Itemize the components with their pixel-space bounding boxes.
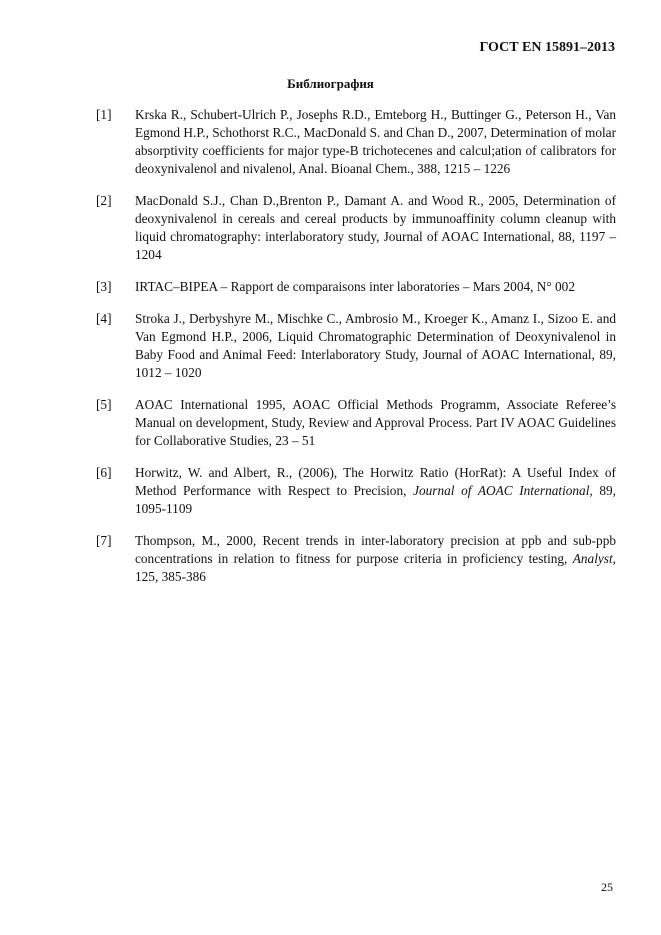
page-number: 25	[601, 880, 613, 894]
reference-number: [7]	[96, 533, 112, 548]
reference-item	[96, 278, 616, 296]
reference-text	[135, 106, 616, 178]
reference-text	[135, 310, 616, 382]
reference-text-part: IRTAC–BIPEA – Rapport de comparaisons inter laboratories – Mars 2004, N° 002	[135, 279, 575, 294]
reference-text	[135, 396, 616, 450]
reference-text	[135, 532, 616, 586]
reference-text-part: Horwitz, W. and Albert, R., (2006), The Horwitz Ratio (HorRat): A Useful Index of Method Performance with Respect to Precision,	[135, 465, 616, 498]
section-title: Библиография	[287, 76, 374, 91]
reference-item	[96, 464, 616, 518]
reference-item	[96, 106, 616, 178]
document-code: ГОСТ EN 15891–2013	[479, 40, 615, 55]
reference-number: [1]	[96, 107, 112, 122]
reference-text-part: Stroka J., Derbyshyre M., Mischke C., Ambrosio M., Kroeger K., Amanz I., Sizoo E. and Van Egmond H.P., 2006, Liquid Chromatographic Determination of Deoxynivalenol in Baby Food and Animal Feed: Interlaboratory Study, Journal of AOAC International, 89, 1012 – 1020	[135, 311, 616, 380]
reference-text-part: Thompson, M., 2000, Recent trends in inter-laboratory precision at ppb and sub-ppb concentrations in relation to fitness for purpose criteria in proficiency testing,	[135, 533, 616, 566]
reference-text-part: , 125, 385-386	[135, 551, 616, 584]
reference-text-part: AOAC International 1995, AOAC Official Methods Programm, Associate Referee’s Manual on development, Study, Review and Approval Process. Part IV AOAC Guidelines for Collaborative Studies, 23 – 51	[135, 397, 616, 448]
reference-item	[96, 532, 616, 586]
reference-number: [4]	[96, 311, 112, 326]
reference-text	[135, 192, 616, 264]
reference-item	[96, 310, 616, 382]
reference-number: [6]	[96, 465, 112, 480]
journal-title: Journal of AOAC International	[413, 483, 590, 498]
reference-text-part: MacDonald S.J., Chan D.,Brenton P., Damant A. and Wood R., 2005, Determination of deoxynivalenol in cereals and cereal products by immunoaffinity column cleanup with liquid chromatography: interlaboratory study, Journal of AOAC International, 88, 1197 – 1204	[135, 193, 616, 262]
reference-list	[96, 106, 616, 586]
reference-text	[135, 278, 616, 296]
reference-number: [3]	[96, 279, 112, 294]
reference-text	[135, 464, 616, 518]
journal-title: Analyst	[572, 551, 613, 566]
reference-number: [2]	[96, 193, 112, 208]
reference-item	[96, 192, 616, 264]
reference-item	[96, 396, 616, 450]
reference-number: [5]	[96, 397, 112, 412]
reference-text-part: , 89, 1095-1109	[135, 483, 617, 516]
reference-text-part: Krska R., Schubert-Ulrich P., Josephs R.D., Emteborg H., Buttinger G., Peterson H., Van Egmond H.P., Schothorst R.C., MacDonald S. and Chan D., 2007, Determination of molar absorptivity coefficients for major type-B trichotecenes and calcul;ation of calibrators for deoxynivalenol and nivalenol, Anal. Bioanal Chem., 388, 1215 – 1226	[135, 107, 616, 176]
